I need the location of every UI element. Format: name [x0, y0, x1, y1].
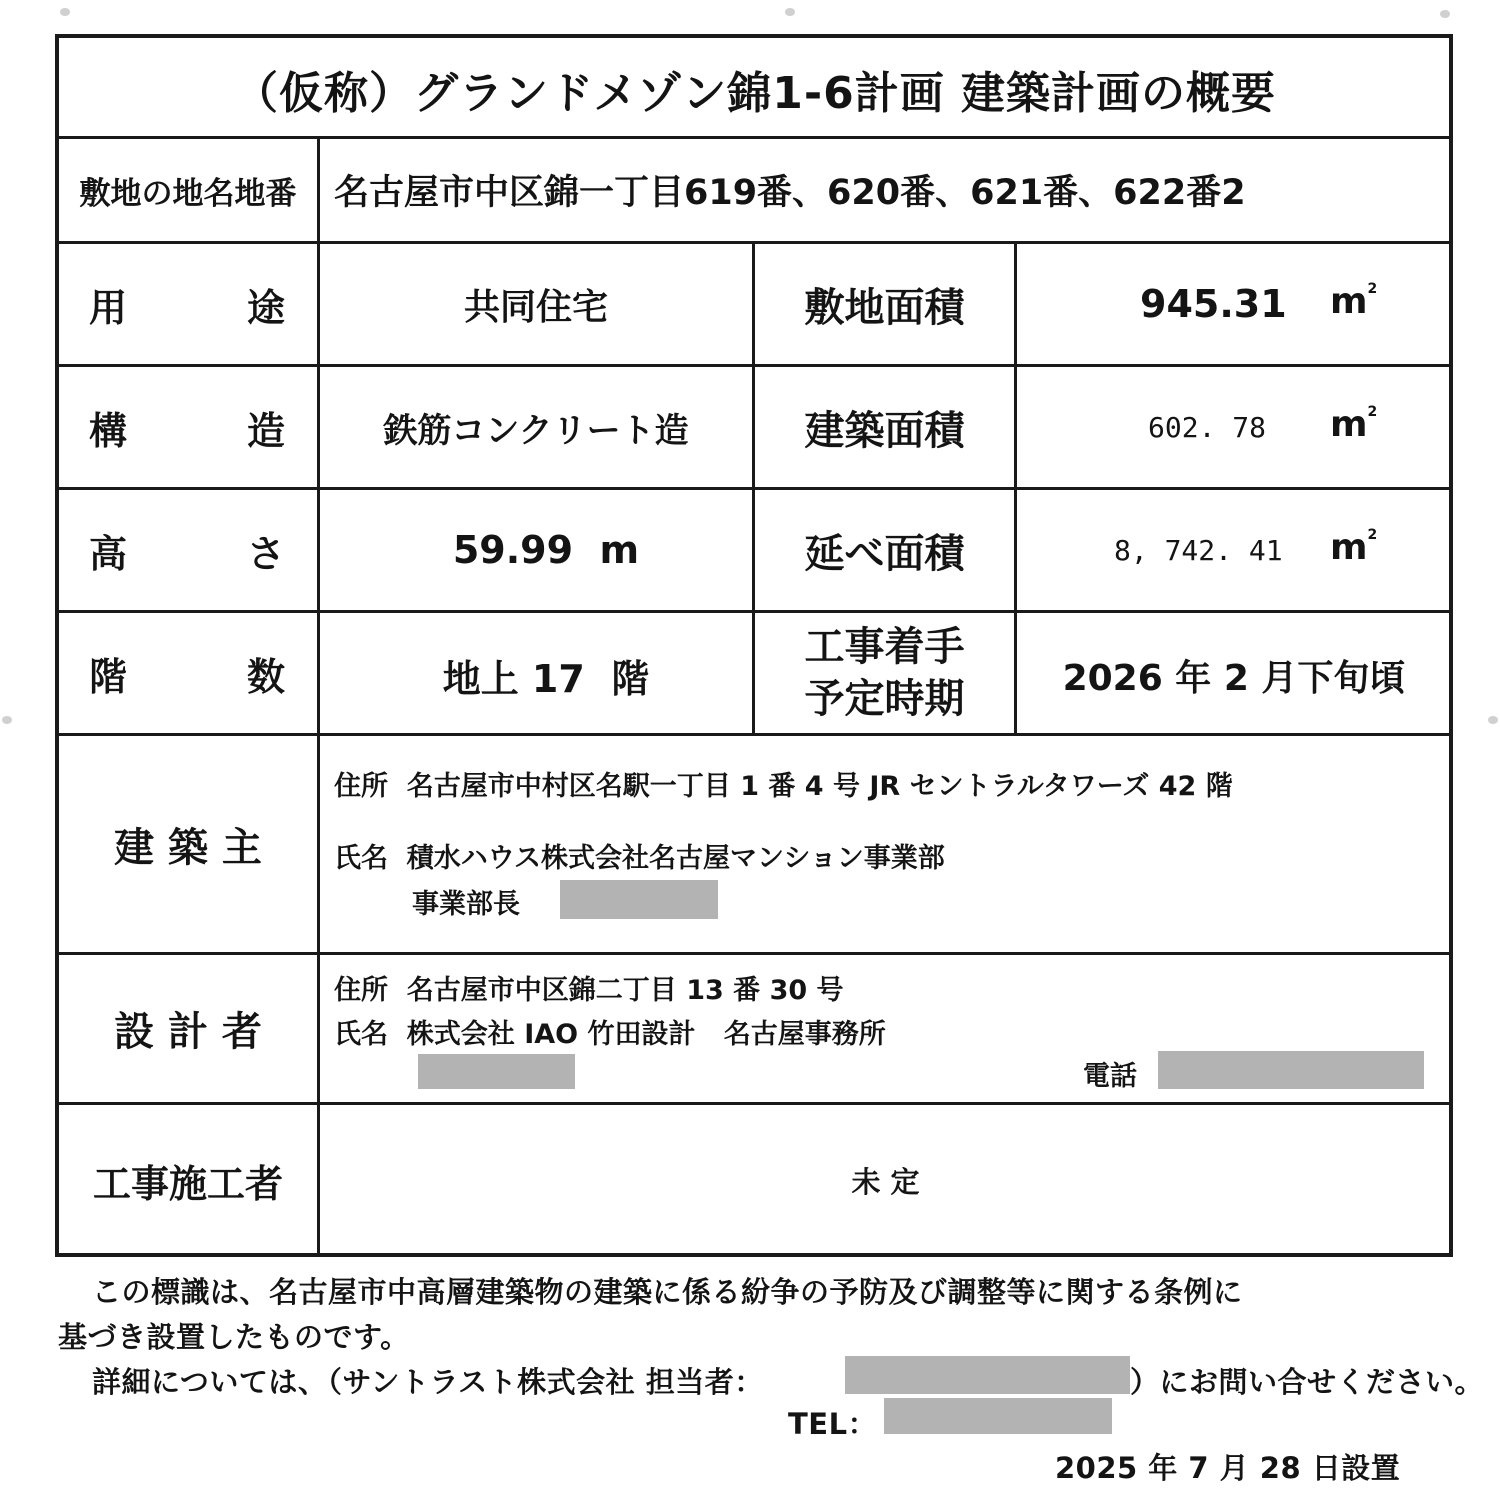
structure-label [59, 367, 317, 487]
footer-note-line2: 基づき設置したものです。 [58, 1320, 410, 1354]
redaction-box [845, 1356, 1130, 1394]
designer-phone-label: 電話 [1083, 1061, 1137, 1092]
owner-name: 氏名 積水ハウス株式会社名古屋マンション事業部 [334, 843, 945, 874]
installation-date: 2025 年 7 月 28 日設置 [1055, 1451, 1401, 1485]
height-label-second: さ [246, 531, 285, 576]
site-location-label: 敷地の地名地番 [79, 175, 297, 212]
unit-text: m [1330, 404, 1368, 445]
footer-note-line3a: 詳細については、（サントラスト株式会社 担当者： [92, 1365, 764, 1399]
unit-superscript: 2 [1367, 527, 1378, 543]
use-label-second: 途 [246, 285, 285, 330]
total-floor-area-value: 8, 742. 41 [1114, 533, 1283, 567]
use-value: 共同住宅 [463, 286, 608, 328]
use-label-first: 用 [89, 285, 128, 330]
structure-label-second: 造 [246, 408, 285, 453]
total-floor-area-unit [1330, 527, 1377, 568]
structure-label-first: 構 [89, 408, 128, 453]
floors-value: 地上 17 階 [442, 657, 650, 701]
floors-label [59, 613, 317, 733]
building-area-label: 建築面積 [804, 407, 965, 454]
unit-text: m [1330, 527, 1368, 568]
unit-text: m [1330, 281, 1368, 322]
designer-address: 住所 名古屋市中区錦二丁目 13 番 30 号 [334, 975, 844, 1006]
total-floor-area-label: 延べ面積 [804, 530, 965, 577]
use-label [59, 244, 317, 364]
height-label [59, 490, 317, 610]
floors-label-second: 数 [246, 654, 285, 699]
owner-title: 事業部長 [412, 889, 520, 920]
site-area-label: 敷地面積 [804, 284, 965, 331]
contractor-label: 工事施工者 [92, 1161, 283, 1206]
site-area-unit [1330, 281, 1377, 322]
height-value: 59.99 m [452, 528, 640, 572]
redaction-box [418, 1054, 575, 1089]
unit-superscript: 2 [1367, 404, 1378, 420]
page-title: （仮称）グランドメゾン錦1-6計画 建築計画の概要 [233, 68, 1277, 119]
mounting-pin [60, 8, 70, 16]
redaction-box [1158, 1051, 1424, 1089]
footer-note-line1: この標識は、名古屋市中高層建築物の建築に係る紛争の予防及び調整等に関する条例に [92, 1275, 1243, 1309]
owner-address: 住所 名古屋市中村区名駅一丁目 1 番 4 号 JR セントラルタワーズ 42 階 [334, 771, 1233, 802]
mounting-pin [1440, 10, 1450, 18]
footer-tel-label: TEL： [788, 1407, 878, 1441]
height-label-first: 高 [89, 531, 128, 576]
floors-label-first: 階 [89, 654, 128, 699]
construction-start-label-line1: 工事着手 [804, 624, 965, 670]
structure-value: 鉄筋コンクリート造 [383, 410, 689, 451]
designer-name: 氏名 株式会社 IAO 竹田設計 名古屋事務所 [334, 1019, 886, 1050]
construction-start-value: 2026 年 2 月下旬頃 [1062, 658, 1406, 699]
unit-superscript: 2 [1367, 281, 1378, 297]
redaction-box [884, 1398, 1112, 1434]
footer-note-line3b: ）にお問い合せください。 [1130, 1365, 1485, 1399]
mounting-pin [785, 8, 795, 16]
mounting-pin [1488, 716, 1498, 724]
owner-label: 建 築 主 [114, 824, 262, 871]
site-area-value: 945.31 [1140, 282, 1287, 326]
designer-label: 設 計 者 [114, 1009, 262, 1055]
redaction-box [560, 880, 718, 919]
construction-start-label [755, 613, 1014, 733]
mounting-pin [2, 716, 12, 724]
building-area-value: 602. 78 [1148, 410, 1267, 444]
contractor-value: 未 定 [851, 1164, 920, 1199]
site-location-value: 名古屋市中区錦一丁目619番、620番、621番、622番2 [334, 173, 1246, 213]
building-area-unit [1330, 404, 1377, 445]
construction-start-label-line2: 予定時期 [804, 676, 965, 722]
